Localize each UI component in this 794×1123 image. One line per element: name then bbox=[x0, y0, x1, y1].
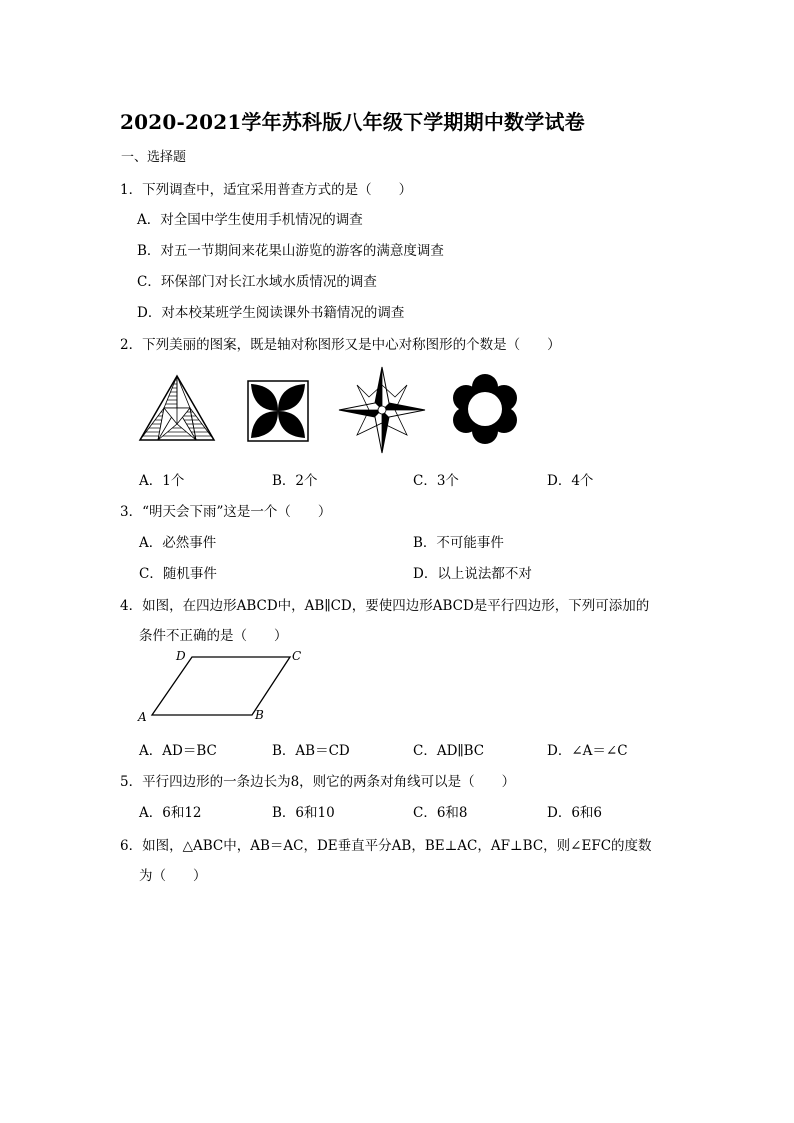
question-3-option-a: A．必然事件 bbox=[139, 535, 217, 551]
section-heading: 一、选择题 bbox=[121, 150, 187, 165]
question-4-option-c: C．AD∥BC bbox=[413, 743, 485, 759]
question-3-option-b: B．不可能事件 bbox=[413, 535, 504, 551]
vertex-label-a: A bbox=[138, 710, 147, 724]
question-1-option-d: D．对本校某班学生阅读课外书籍情况的调查 bbox=[137, 305, 405, 321]
question-4-stem-line2: 条件不正确的是（ ） bbox=[139, 628, 288, 644]
vertex-label-c: C bbox=[292, 649, 302, 663]
vertex-label-b: B bbox=[255, 708, 264, 722]
triangle-pattern-icon bbox=[138, 374, 216, 442]
vertex-label-d: D bbox=[176, 649, 186, 663]
question-4-option-d: D．∠A＝∠C bbox=[547, 743, 628, 759]
question-5-option-a: A．6和12 bbox=[139, 805, 202, 821]
question-2-option-d: D．4个 bbox=[547, 473, 594, 489]
question-4-option-b: B．AB＝CD bbox=[272, 743, 350, 759]
question-3-option-c: C．随机事件 bbox=[139, 566, 217, 582]
compass-star-icon bbox=[337, 365, 427, 455]
question-5-stem: 5．平行四边形的一条边长为8，则它的两条对角线可以是（ ） bbox=[120, 774, 516, 790]
question-1-stem: 1．下列调查中，适宜采用普查方式的是（ ） bbox=[120, 182, 413, 198]
question-2-option-a: A．1个 bbox=[139, 473, 185, 489]
question-2-stem: 2．下列美丽的图案，既是轴对称图形又是中心对称图形的个数是（ ） bbox=[120, 337, 561, 353]
question-4-option-a: A．AD＝BC bbox=[139, 743, 217, 759]
question-2-option-b: B．2个 bbox=[272, 473, 318, 489]
question-3-option-d: D．以上说法都不对 bbox=[413, 566, 532, 582]
flower-ring-icon bbox=[450, 373, 520, 445]
question-3-stem: 3．“明天会下雨”这是一个（ ） bbox=[120, 504, 332, 520]
question-5-option-c: C．6和8 bbox=[413, 805, 468, 821]
question-6-stem-line1: 6．如图，△ABC中，AB＝AC，DE垂直平分AB，BE⊥AC，AF⊥BC，则∠EFC的度数 bbox=[120, 838, 652, 854]
question-1-option-b: B．对五一节期间来花果山游览的游客的满意度调查 bbox=[137, 243, 444, 259]
question-2-option-c: C．3个 bbox=[413, 473, 459, 489]
page-title: 2020-2021学年苏科版八年级下学期期中数学试卷 bbox=[120, 110, 585, 134]
question-5-option-b: B．6和10 bbox=[272, 805, 335, 821]
question-5-option-d: D．6和6 bbox=[547, 805, 603, 821]
question-1-option-a: A．对全国中学生使用手机情况的调查 bbox=[137, 212, 363, 228]
question-1-option-c: C．环保部门对长江水域水质情况的调查 bbox=[137, 274, 377, 290]
parallelogram-figure bbox=[132, 645, 312, 727]
question-6-stem-line2: 为（ ） bbox=[139, 868, 207, 884]
question-4-stem-line1: 4．如图，在四边形ABCD中，AB∥CD，要使四边形ABCD是平行四边形，下列可添加的 bbox=[120, 598, 650, 614]
square-petal-pattern-icon bbox=[247, 380, 309, 442]
